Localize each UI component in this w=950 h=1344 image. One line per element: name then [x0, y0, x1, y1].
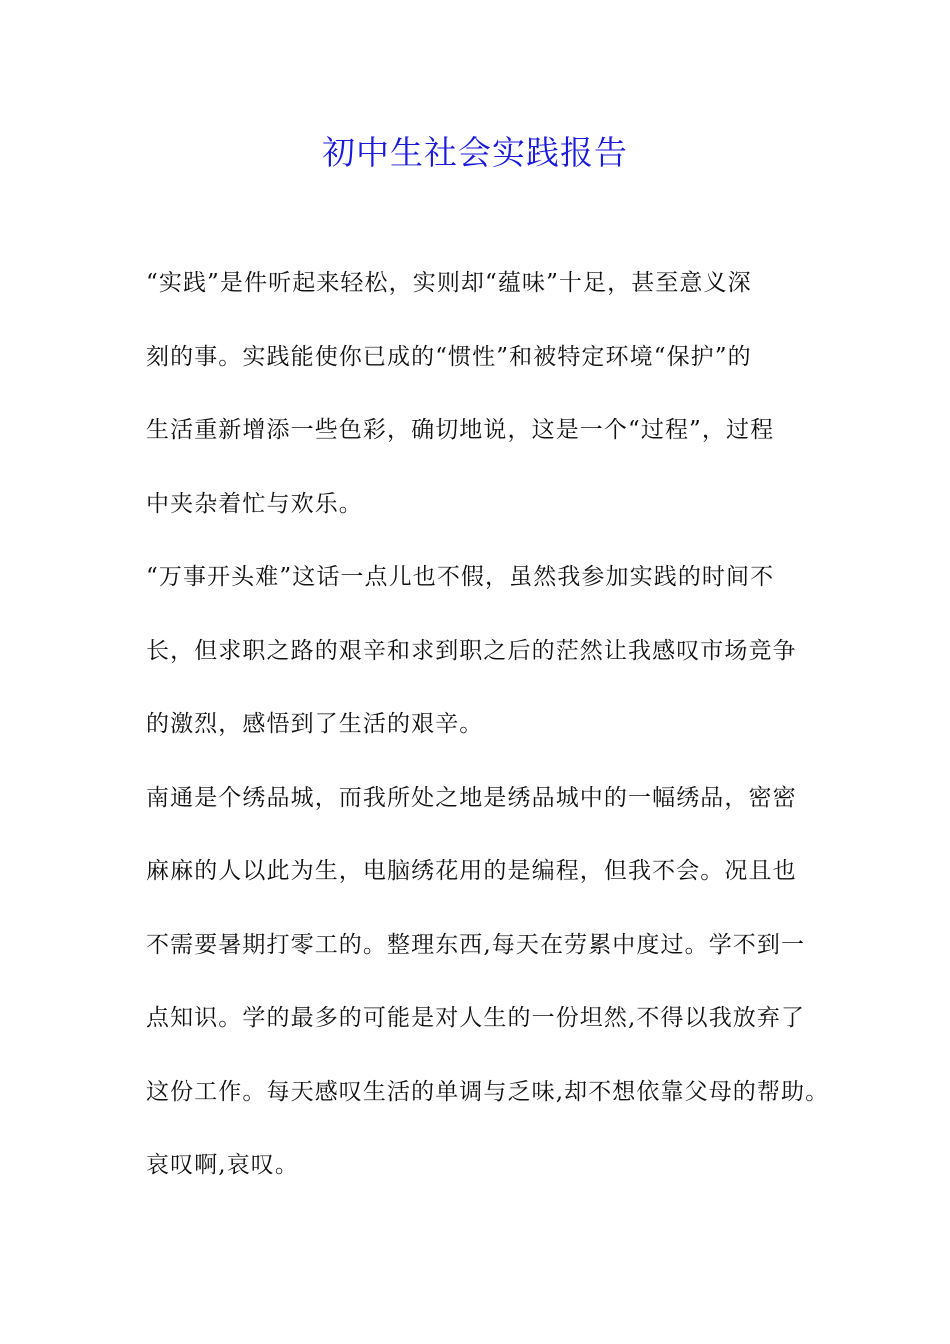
text-line-12: 这份工作。每天感叹生活的单调与乏味,却不想依靠父母的帮助。	[146, 1078, 830, 1105]
text-line-6: 长，但求职之路的艰辛和求到职之后的茫然让我感叹市场竞争	[146, 637, 797, 664]
text-line-1: “实践”是件听起来轻松，实则却“蕴味”十足，甚至意义深	[146, 270, 752, 296]
text-line-8: 南通是个绣品城，而我所处之地是绣品城中的一幅绣品，密密	[146, 784, 797, 811]
text-line-9: 麻麻的人以此为生，电脑绣花用的是编程，但我不会。况且也	[146, 858, 797, 884]
text-line-10: 不需要暑期打零工的。整理东西,每天在劳累中度过。学不到一	[146, 931, 806, 958]
text-line-11: 点知识。学的最多的可能是对人生的一份坦然,不得以我放弃了	[146, 1005, 806, 1031]
text-line-4: 中夹杂着忙与欢乐。	[146, 490, 363, 517]
text-line-7: 的激烈，感悟到了生活的艰辛。	[146, 711, 484, 737]
text-line-3: 生活重新增添一些色彩，确切地说，这是一个“过程”，过程	[146, 417, 775, 443]
document-title: 初中生社会实践报告	[322, 133, 628, 172]
text-line-13: 哀叹啊,哀叹。	[146, 1152, 300, 1178]
document-body	[146, 262, 836, 1218]
text-line-2: 刻的事。实践能使你已成的“惯性”和被特定环境“保护”的	[146, 343, 752, 370]
text-line-5: “万事开头难”这话一点儿也不假，虽然我参加实践的时间不	[146, 564, 775, 590]
